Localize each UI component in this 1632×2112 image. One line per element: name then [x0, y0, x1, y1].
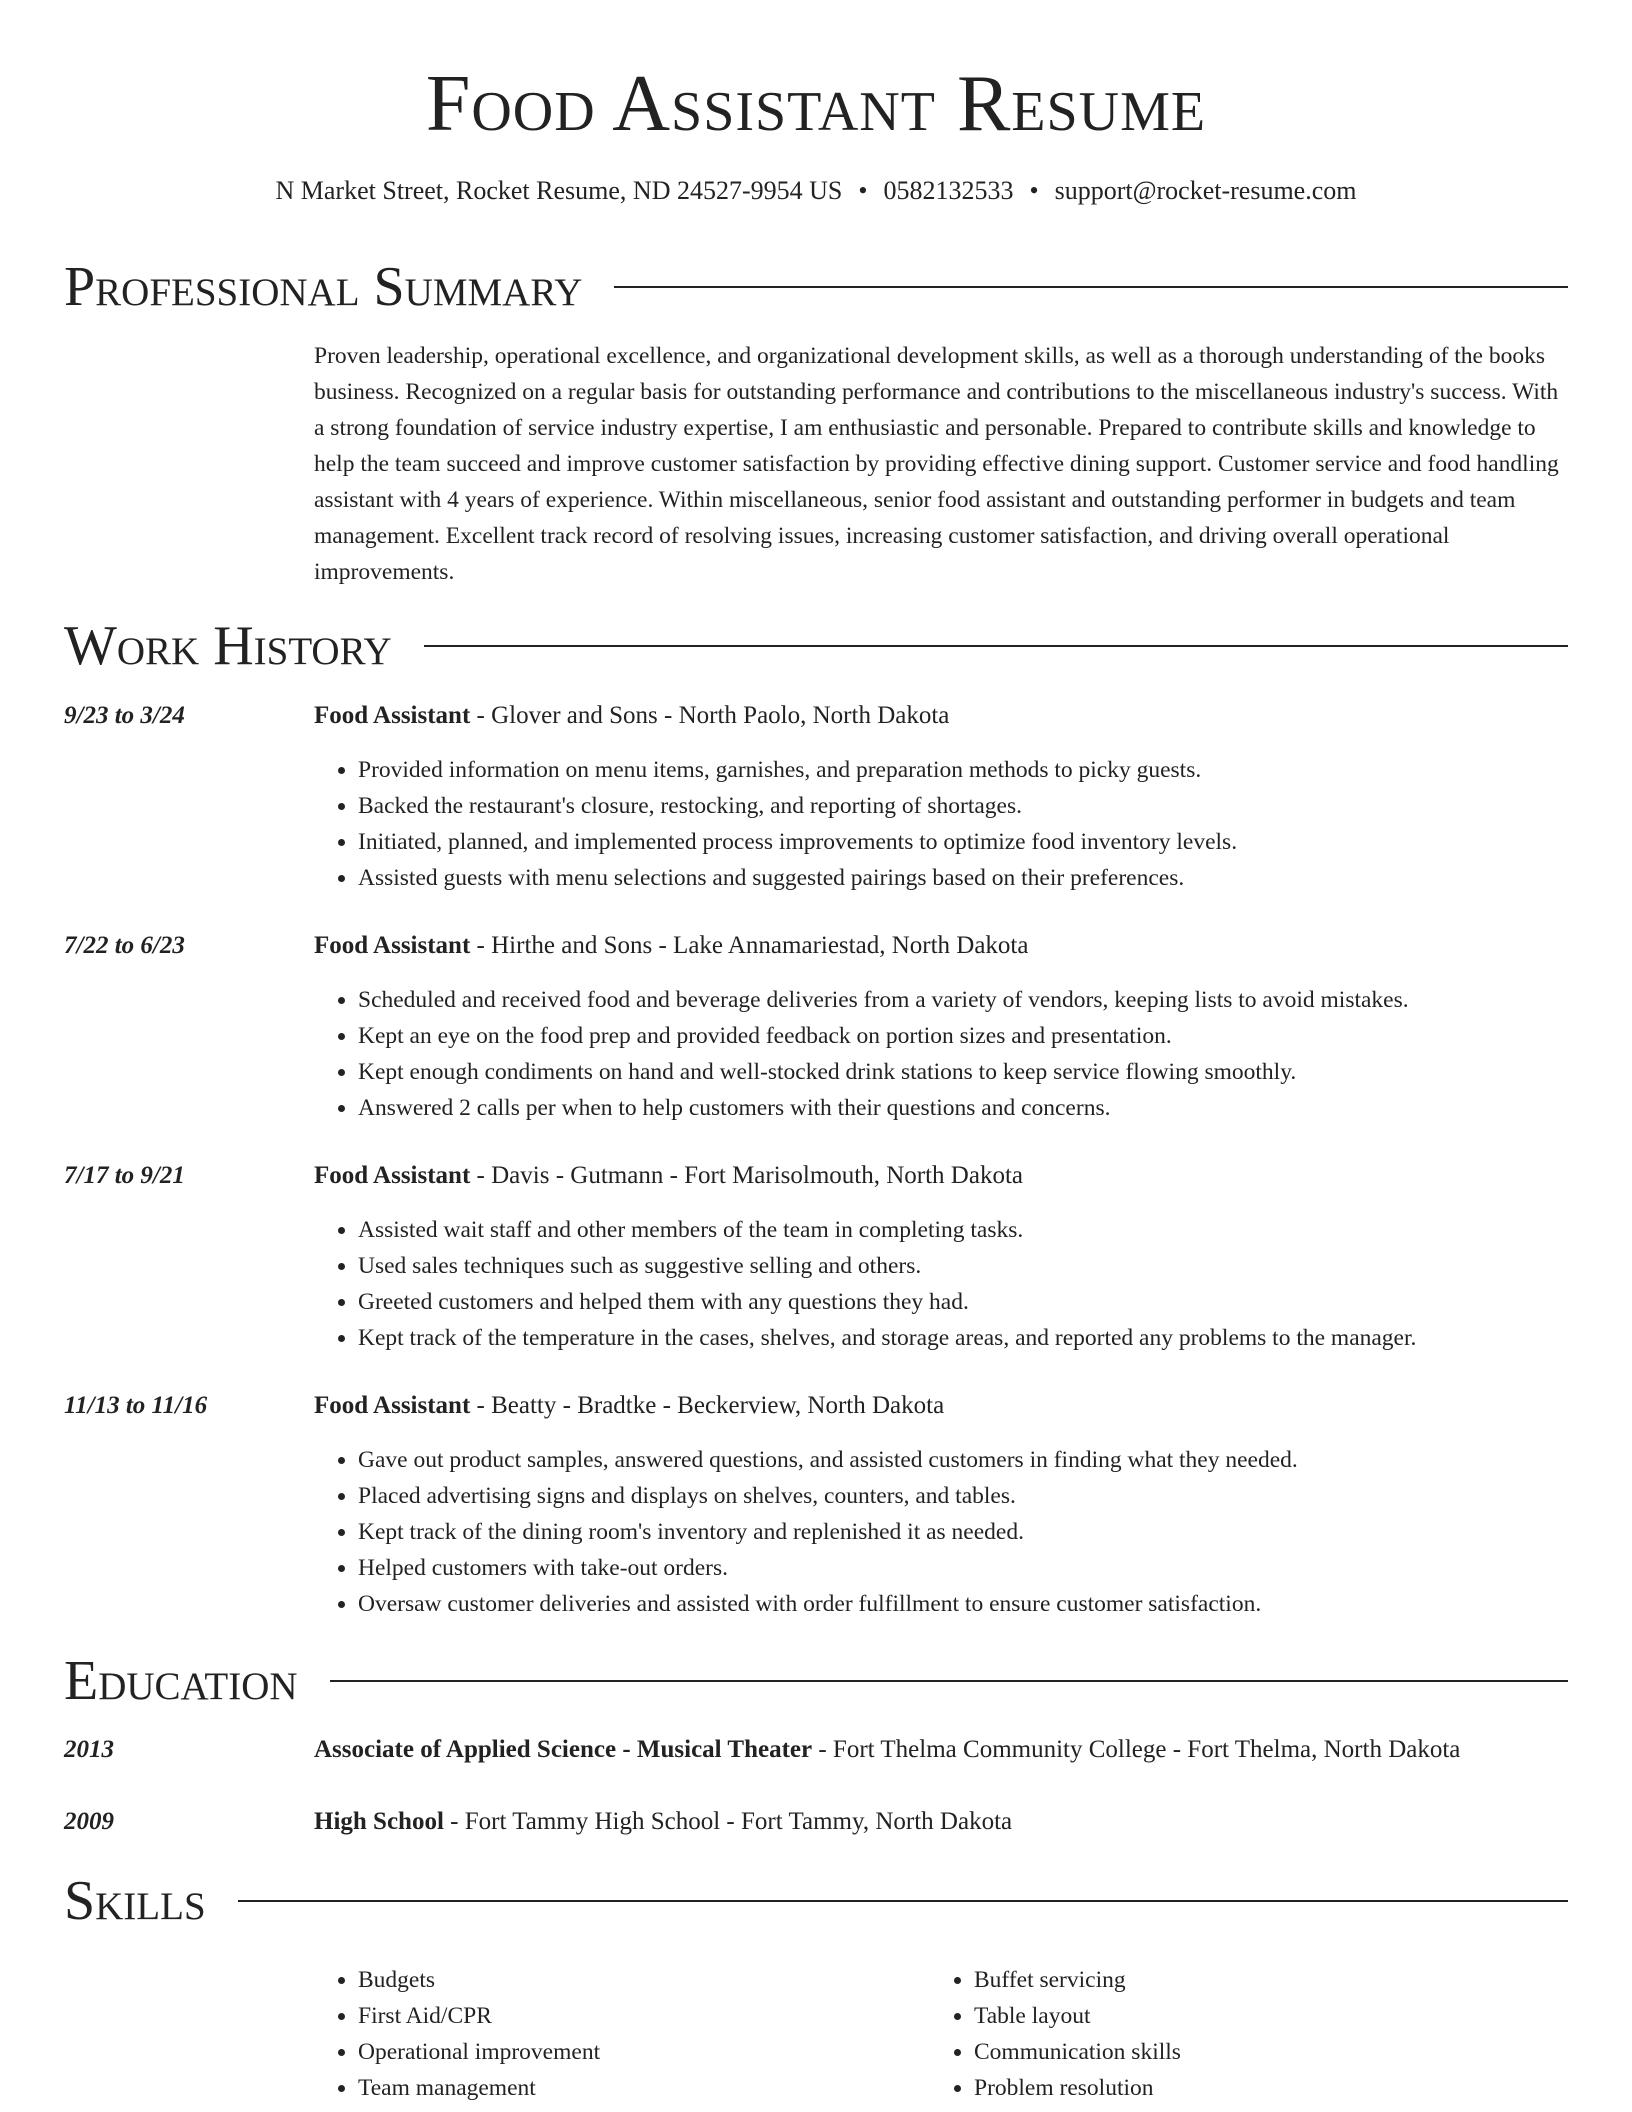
contact-phone: 0582132533	[883, 176, 1014, 205]
job-dates: 7/17 to 9/21	[64, 1162, 185, 1189]
job-title-line	[314, 930, 1028, 962]
resume-title: Food Assistant Resume	[425, 60, 1207, 148]
section-title-skills: Skills	[64, 1870, 206, 1932]
education-line	[314, 1734, 1460, 1766]
job-bullet: • Used sales techniques such as suggestive selling and others.	[358, 1248, 1416, 1284]
job-dates: 7/22 to 6/23	[64, 932, 185, 959]
skill-item: • Buffet servicing	[974, 1962, 1181, 1998]
section-divider	[238, 1900, 1568, 1902]
job-details: - Hirthe and Sons - Lake Annamariestad, North Dakota	[470, 932, 1029, 959]
job-bullet: • Kept track of the temperature in the cases, shelves, and storage areas, and reported any problems to the manager.	[358, 1320, 1416, 1356]
job-dates: 9/23 to 3/24	[64, 702, 185, 729]
contact-separator: •	[1029, 176, 1039, 205]
job-bullet: • Gave out product samples, answered questions, and assisted customers in finding what they needed.	[358, 1442, 1298, 1478]
skill-item: • Team management	[358, 2070, 600, 2106]
job-title-line	[314, 700, 949, 732]
section-title-summary: Professional Summary	[64, 256, 583, 318]
job-title: Food Assistant	[314, 702, 471, 729]
job-details: - Glover and Sons - North Paolo, North Dakota	[470, 702, 950, 729]
job-title-line	[314, 1160, 1023, 1192]
skill-item: • Communication skills	[974, 2034, 1181, 2070]
job-details: - Beatty - Bradtke - Beckerview, North Dakota	[470, 1392, 945, 1419]
section-header-skills	[64, 1870, 1568, 1932]
job-bullet: • Kept an eye on the food prep and provided feedback on portion sizes and presentation.	[358, 1018, 1409, 1054]
job-bullet: • Oversaw customer deliveries and assisted with order fulfillment to ensure customer satisfaction.	[358, 1586, 1298, 1622]
section-divider	[330, 1680, 1568, 1682]
skill-item: • First Aid/CPR	[358, 1998, 600, 2034]
education-year: 2013	[64, 1736, 114, 1763]
job-bullet: • Kept track of the dining room's inventory and replenished it as needed.	[358, 1514, 1298, 1550]
section-title-work-history: Work History	[64, 615, 392, 677]
job-title: Food Assistant	[314, 1162, 471, 1189]
job-bullet: • Greeted customers and helped them with any questions they had.	[358, 1284, 1416, 1320]
job-bullets	[314, 1442, 1298, 1622]
education-degree: Associate of Applied Science - Musical Theater	[314, 1736, 813, 1763]
summary-text: Proven leadership, operational excellence, and organizational development skills, as well as a thorough understanding of the books business. Recognized on a regular basis for outstanding performance and contributions to the miscellaneous industry's success. With a strong foundation of service industry expertise, I am enthusiastic and personable. Prepared to contribute skills and knowledge to help the team succeed and improve customer satisfaction by providing effective dining support. Customer service and food handling assistant with 4 years of experience. Within miscellaneous, senior food assistant and outstanding performer in budgets and team management. Excellent track record of resolving issues, increasing customer satisfaction, and driving overall operational improvements.	[314, 343, 1559, 585]
section-header-summary	[64, 256, 1568, 318]
contact-address: N Market Street, Rocket Resume, ND 24527-9954 US	[275, 176, 843, 205]
job-bullet: • Helped customers with take-out orders.	[358, 1550, 1298, 1586]
job-bullet: • Initiated, planned, and implemented process improvements to optimize food inventory levels.	[358, 824, 1237, 860]
education-line	[314, 1806, 1012, 1838]
skill-item: • Operational improvement	[358, 2034, 600, 2070]
job-bullets	[314, 752, 1237, 896]
education-degree: High School	[314, 1808, 444, 1835]
skills-list-right	[930, 1962, 1181, 2106]
job-bullet: • Scheduled and received food and beverage deliveries from a variety of vendors, keeping lists to avoid mistakes.	[358, 982, 1409, 1018]
job-bullets	[314, 1212, 1416, 1356]
contact-separator: •	[858, 176, 868, 205]
job-dates: 11/13 to 11/16	[64, 1392, 208, 1419]
education-details: - Fort Tammy High School - Fort Tammy, North Dakota	[443, 1808, 1013, 1835]
skill-item: • Budgets	[358, 1962, 600, 1998]
section-header-work-history	[64, 615, 1568, 677]
contact-email: support@rocket-resume.com	[1054, 176, 1357, 205]
skill-item: • Table layout	[974, 1998, 1181, 2034]
job-bullet: • Backed the restaurant's closure, restocking, and reporting of shortages.	[358, 788, 1237, 824]
education-details: - Fort Thelma Community College - Fort Thelma, North Dakota	[812, 1736, 1461, 1763]
skill-item: • Problem resolution	[974, 2070, 1181, 2106]
job-title: Food Assistant	[314, 1392, 471, 1419]
section-divider	[424, 645, 1568, 647]
job-bullet: • Kept enough condiments on hand and well-stocked drink stations to keep service flowing smoothly.	[358, 1054, 1409, 1090]
job-bullet: • Assisted wait staff and other members of the team in completing tasks.	[358, 1212, 1416, 1248]
job-bullets	[314, 982, 1409, 1126]
job-title: Food Assistant	[314, 932, 471, 959]
skills-list-left	[314, 1962, 600, 2106]
job-details: - Davis - Gutmann - Fort Marisolmouth, North Dakota	[470, 1162, 1023, 1189]
contact-line	[0, 175, 1632, 207]
job-bullet: • Placed advertising signs and displays on shelves, counters, and tables.	[358, 1478, 1298, 1514]
section-divider	[614, 286, 1568, 288]
section-title-education: Education	[64, 1650, 298, 1712]
education-year: 2009	[64, 1808, 114, 1835]
job-title-line	[314, 1390, 944, 1422]
job-bullet: • Provided information on menu items, garnishes, and preparation methods to picky guests.	[358, 752, 1237, 788]
job-bullet: • Answered 2 calls per when to help customers with their questions and concerns.	[358, 1090, 1409, 1126]
section-header-education	[64, 1650, 1568, 1712]
job-bullet: • Assisted guests with menu selections and suggested pairings based on their preferences.	[358, 860, 1237, 896]
